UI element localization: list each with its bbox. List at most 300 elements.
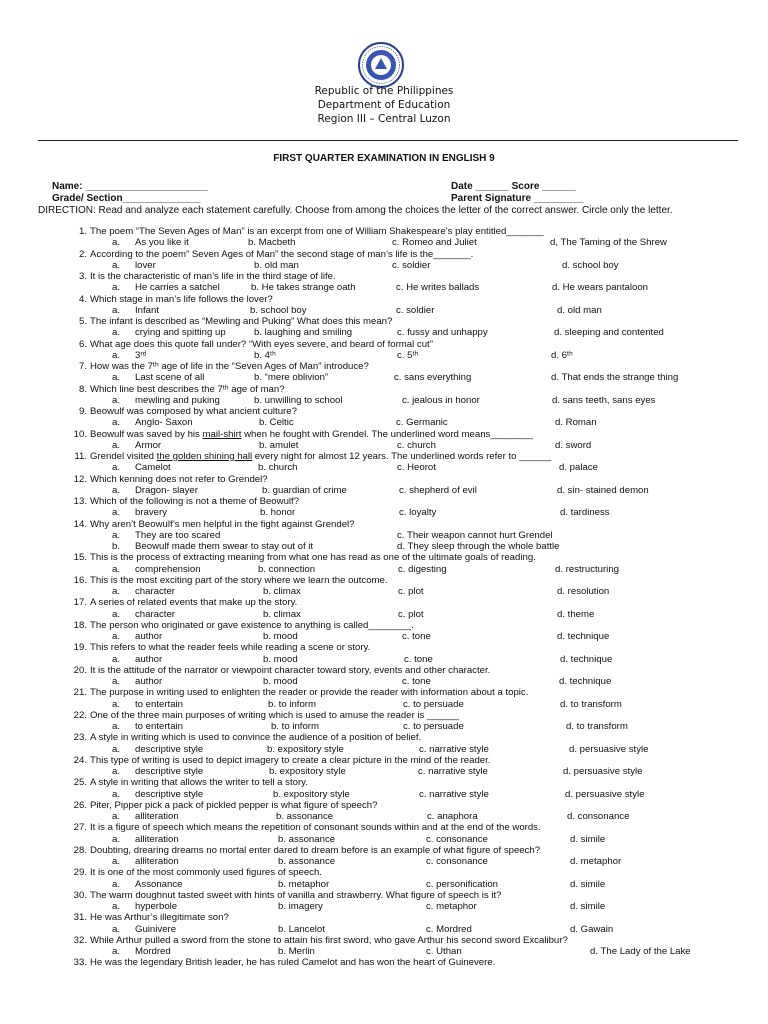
choice-d[interactable]: d. They sleep through the whole battle — [397, 541, 560, 552]
choice-a-letter[interactable]: a. — [112, 833, 121, 845]
question-item — [38, 800, 758, 811]
underlined-term: mail-shirt — [202, 428, 242, 440]
choice-d[interactable]: d. sleeping and contented — [554, 327, 664, 339]
choice-b[interactable]: b. expository style — [269, 766, 346, 777]
question-stem: Which line best describes the 7ᵗʰ age of man? — [90, 383, 285, 395]
choice-a-letter[interactable]: a. — [112, 237, 121, 249]
choice-b[interactable]: b. honor — [260, 507, 296, 519]
choice-a-letter[interactable]: a. — [112, 721, 121, 732]
question-stem: It is a figure of speech which means the repetition of consonant sounds within and at the end of the words. — [90, 822, 541, 834]
question-number: 1. — [78, 226, 87, 237]
question-stem: It is the characteristic of man’s life in the third stage of life. — [90, 271, 336, 282]
question-number: 26. — [73, 799, 87, 811]
question-number: 5. — [78, 316, 87, 327]
question-stem: It is the attitude of the narrator or viewpoint character toward story, events and other character. — [90, 664, 491, 676]
choice-b[interactable]: b. climax — [263, 586, 301, 597]
choice-d[interactable]: d. consonance — [567, 811, 630, 822]
choice-a-letter[interactable]: a. — [112, 563, 121, 575]
choice-c[interactable]: c. shepherd of evil — [399, 484, 477, 496]
choice-d[interactable]: d. persuasive style — [569, 743, 649, 755]
name-field[interactable]: Name: ______________________ — [52, 181, 208, 192]
question-stem: While Arthur pulled a sword from the stone to attain his first sword, who gave Arthur his second sword Excalibur? — [90, 934, 568, 946]
choices-row — [38, 699, 758, 710]
choice-a[interactable]: character — [135, 586, 175, 597]
choice-a-letter[interactable]: a. — [112, 923, 121, 935]
question-number: 33. — [73, 957, 87, 969]
choice-b[interactable]: b. mood — [263, 676, 298, 687]
question-stem: Doubting, drearing dreams no mortal enter dared to dream before is an example of what figure of speech? — [90, 844, 541, 856]
choice-d[interactable]: d. simile — [570, 833, 606, 845]
question-number: 4. — [78, 293, 87, 305]
choice-c[interactable]: c. metaphor — [426, 901, 477, 912]
choice-a[interactable]: Assonance — [135, 878, 183, 890]
question-stem: Which kenning does not refer to Grendel? — [90, 473, 268, 485]
choices-row — [38, 586, 758, 597]
choices-row — [38, 744, 758, 755]
question-stem: Piter, Pipper pick a pack of pickled pepper is what figure of speech? — [90, 799, 378, 811]
choice-a[interactable]: alliteration — [135, 833, 179, 845]
question-item — [38, 890, 758, 901]
question-number: 17. — [73, 597, 87, 609]
question-number: 7. — [78, 361, 87, 372]
choice-b[interactable]: b. Macbeth — [248, 237, 296, 249]
choice-d[interactable]: d. simile — [570, 901, 606, 912]
choice-b[interactable]: b. mood — [263, 631, 298, 642]
choice-d[interactable]: d. to transform — [560, 698, 622, 710]
question-stem: A style in writing that allows the writer to tell a story. — [90, 777, 308, 789]
choices-row — [38, 654, 758, 665]
question-item — [38, 665, 758, 676]
choice-c[interactable]: c. Heorot — [397, 462, 436, 474]
question-stem: According to the poem” Seven Ages of Man” the second stage of man’s life is the_______. — [90, 248, 474, 260]
choices-row — [38, 811, 758, 822]
question-stem: Grendel visited the golden shining hall every night for almost 12 years. The underlined words refer to ______ — [90, 451, 552, 462]
choice-a-letter[interactable]: a. — [112, 946, 121, 957]
choice-c[interactable]: c. soldier — [396, 304, 435, 316]
choices-row — [38, 507, 758, 518]
question-stem: The person who originated or gave existence to anything is called________. — [90, 619, 414, 631]
question-number: 32. — [73, 934, 87, 946]
choice-a[interactable]: hyperbole — [135, 901, 178, 912]
question-list — [38, 226, 758, 969]
choice-a-letter[interactable]: a. — [112, 901, 121, 912]
choice-b[interactable]: b. 4ᵗʰ — [254, 349, 276, 361]
choice-a[interactable]: lover — [135, 259, 156, 271]
choice-c[interactable]: c. fussy and unhappy — [397, 327, 488, 339]
choice-c[interactable]: c. Romeo and Juliet — [392, 237, 477, 249]
underlined-term: the golden shining hall — [156, 451, 253, 462]
question-item — [38, 451, 758, 462]
choice-a[interactable]: Guinivere — [135, 923, 177, 935]
choice-a-letter[interactable]: a. — [112, 586, 121, 597]
question-stem: Beowulf was saved by his mail-shirt when he fought with Grendel. The underlined word means________ — [90, 428, 534, 440]
choice-d[interactable]: d. The Lady of the Lake — [590, 946, 691, 957]
question-item — [38, 271, 758, 282]
choice-a-letter[interactable]: a. — [112, 282, 121, 294]
choice-a[interactable]: He carries a satchel — [135, 282, 220, 294]
question-number: 24. — [73, 754, 87, 766]
choice-c[interactable]: c. Germanic — [396, 417, 448, 429]
choice-d[interactable]: d. metaphor — [570, 856, 622, 867]
choice-a[interactable]: Camelot — [135, 462, 171, 474]
choice-a[interactable]: As you like it — [135, 237, 189, 249]
choice-a[interactable]: 3ʳᵈ — [135, 349, 147, 361]
choice-a-letter[interactable]: a. — [112, 372, 121, 384]
choice-c[interactable]: c. plot — [398, 608, 424, 620]
grade-section-field[interactable]: Grade/ Section______________ — [52, 193, 201, 204]
choice-a-letter[interactable]: a. — [112, 878, 121, 890]
choice-b[interactable]: b. mood — [263, 653, 298, 665]
choice-b[interactable]: b. unwilling to school — [254, 394, 343, 406]
choice-c[interactable]: c. Their weapon cannot hurt Grendel — [397, 529, 553, 541]
parent-signature-field[interactable]: Parent Signature _________ — [451, 193, 584, 204]
question-stem: This refers to what the reader feels while reading a scene or story. — [90, 642, 371, 654]
question-stem: Why aren’t Beowulf’s men helpful in the fight against Grendel? — [90, 518, 355, 530]
header-department: Department of Education — [317, 99, 451, 111]
choice-c[interactable]: c. anaphora — [427, 811, 478, 822]
choice-b[interactable]: b. “mere oblivion” — [254, 372, 329, 384]
choice-a-letter[interactable]: a. — [112, 788, 121, 800]
choice-a[interactable]: descriptive style — [135, 766, 204, 777]
choice-a[interactable]: They are too scared — [135, 529, 221, 541]
choice-b[interactable]: b. assonance — [278, 833, 336, 845]
question-number: 3. — [78, 271, 87, 282]
choice-a[interactable]: mewling and puking — [135, 394, 220, 406]
choice-b[interactable]: b. assonance — [278, 856, 336, 867]
choice-d[interactable]: d. theme — [557, 608, 595, 620]
question-number: 21. — [73, 687, 87, 699]
choice-a[interactable]: Armor — [135, 439, 162, 451]
choice-b[interactable]: b. assonance — [276, 811, 334, 822]
choice-b[interactable]: b. Celtic — [259, 417, 294, 429]
question-item — [38, 957, 758, 968]
choice-c[interactable]: c. soldier — [392, 259, 431, 271]
question-item — [38, 845, 758, 856]
choice-a[interactable]: descriptive style — [135, 788, 204, 800]
choice-a[interactable]: comprehension — [135, 563, 201, 575]
choices-row — [38, 609, 758, 620]
choices-row — [38, 834, 758, 845]
choices-row — [38, 530, 758, 541]
question-number: 6. — [78, 338, 87, 350]
choice-c[interactable]: c. narrative style — [419, 743, 489, 755]
choice-b[interactable]: b. expository style — [267, 743, 344, 755]
choice-d[interactable]: d. tardiness — [560, 507, 610, 519]
choice-d[interactable]: d. sans teeth, sans eyes — [552, 394, 656, 406]
question-number: 8. — [78, 383, 87, 395]
choice-a-letter[interactable]: a. — [112, 394, 121, 406]
choices-row — [38, 766, 758, 777]
choices-row — [38, 924, 758, 935]
choice-d[interactable]: d. 6ᵗʰ — [551, 349, 573, 361]
choice-b[interactable]: b. guardian of crime — [262, 484, 347, 496]
choices-row — [38, 541, 758, 552]
question-number: 2. — [78, 248, 87, 260]
choice-b-letter[interactable]: b. — [112, 541, 121, 552]
question-number: 19. — [73, 642, 87, 654]
date-score-field[interactable]: Date ______ Score ______ — [451, 181, 576, 192]
choices-row — [38, 946, 758, 957]
choice-b[interactable]: b. to inform — [268, 698, 316, 710]
choice-a[interactable]: alliteration — [135, 811, 179, 822]
question-number: 12. — [73, 473, 87, 485]
question-item — [38, 519, 758, 530]
question-stem: This is the process of extracting meaning from what one has read as one of the ultimate goals of reading. — [90, 552, 536, 564]
question-item — [38, 912, 758, 923]
choice-a-letter[interactable]: a. — [112, 327, 121, 339]
question-stem: It is one of the most commonly used figures of speech. — [90, 867, 322, 879]
choice-a-letter[interactable]: a. — [112, 698, 121, 710]
choice-d[interactable]: d. technique — [560, 653, 613, 665]
choice-a-letter[interactable]: a. — [112, 631, 121, 642]
choice-c[interactable]: c. plot — [398, 586, 424, 597]
choice-c[interactable]: c. tone — [402, 631, 431, 642]
question-item — [38, 687, 758, 698]
question-number: 20. — [73, 664, 87, 676]
question-item — [38, 575, 758, 586]
choice-c[interactable]: c. personification — [426, 878, 498, 890]
question-item — [38, 732, 758, 743]
choice-a[interactable]: Dragon- slayer — [135, 484, 198, 496]
question-item — [38, 552, 758, 563]
question-item — [38, 935, 758, 946]
choice-d[interactable]: d. old man — [557, 304, 602, 316]
choices-row — [38, 901, 758, 912]
choice-d[interactable]: d. Roman — [555, 417, 597, 429]
choice-b[interactable]: b. church — [258, 462, 298, 474]
choice-d[interactable]: d. resolution — [557, 586, 610, 597]
choice-a-letter[interactable]: a. — [112, 417, 121, 429]
question-item — [38, 474, 758, 485]
choice-d[interactable]: d. simile — [570, 878, 606, 890]
choice-d[interactable]: d. technique — [557, 631, 610, 642]
choice-a[interactable]: bravery — [135, 507, 167, 519]
header-republic: Republic of the Philippines — [314, 85, 454, 97]
choice-a-letter[interactable]: a. — [112, 608, 121, 620]
choice-c[interactable]: c. narrative style — [419, 788, 489, 800]
question-number: 22. — [73, 709, 87, 721]
directions-text: DIRECTION: Read and analyze each statement carefully. Choose from among the choices the letter of the correct answer. Circle only the letter. — [38, 205, 673, 216]
choice-c[interactable]: c. jealous in honor — [402, 394, 480, 406]
question-stem: How was the 7ᵗʰ age of life in the “Seven Ages of Man” introduce? — [90, 361, 369, 372]
choice-a-letter[interactable]: a. — [112, 439, 121, 451]
choice-c[interactable]: c. Mordred — [426, 923, 472, 935]
choice-c[interactable]: c. digesting — [398, 563, 447, 575]
choices-row — [38, 676, 758, 687]
choices-row — [38, 879, 758, 890]
choice-d[interactable]: d. He wears pantaloon — [552, 282, 648, 294]
choice-a-letter[interactable]: a. — [112, 259, 121, 271]
choice-a[interactable]: Last scene of all — [135, 372, 205, 384]
header-region: Region III – Central Luzon — [317, 113, 451, 125]
question-item — [38, 822, 758, 833]
choices-row — [38, 440, 758, 451]
choice-d[interactable]: d. to transform — [566, 721, 628, 732]
choice-a[interactable]: Infant — [135, 304, 160, 316]
choice-a-letter[interactable]: a. — [112, 349, 121, 361]
question-number: 31. — [73, 912, 87, 924]
choices-row — [38, 564, 758, 575]
question-item — [38, 249, 758, 260]
choice-a-letter[interactable]: a. — [112, 676, 121, 687]
choice-d[interactable]: d. school boy — [562, 259, 619, 271]
question-stem: A series of related events that make up the story. — [90, 597, 298, 609]
choice-a-letter[interactable]: a. — [112, 484, 121, 496]
question-stem: The poem “The Seven Ages of Man” is an excerpt from one of William Shakespeare’s play entitled_______ — [90, 226, 544, 237]
question-number: 23. — [73, 732, 87, 744]
choice-a[interactable]: author — [135, 631, 163, 642]
question-stem: This is the most exciting part of the story where we learn the outcome. — [90, 574, 388, 586]
choice-a[interactable]: author — [135, 676, 163, 687]
choice-b[interactable]: b. expository style — [273, 788, 350, 800]
choice-a-letter[interactable]: a. — [112, 811, 121, 822]
question-stem: Which of the following is not a theme of Beowulf? — [90, 496, 300, 507]
choice-a[interactable]: descriptive style — [135, 743, 204, 755]
choice-a-letter[interactable]: a. — [112, 304, 121, 316]
question-stem: Which stage in man’s life follows the lover? — [90, 293, 273, 305]
choice-d[interactable]: d. persuasive style — [565, 788, 645, 800]
choice-c[interactable]: c. tone — [402, 676, 431, 687]
question-number: 14. — [73, 518, 87, 530]
choice-a[interactable]: alliteration — [135, 856, 179, 867]
exam-title: FIRST QUARTER EXAMINATION IN ENGLISH 9 — [273, 153, 495, 164]
choice-a-letter[interactable]: a. — [112, 529, 121, 541]
choice-c[interactable]: c. narrative style — [418, 766, 488, 777]
choice-b[interactable]: b. laughing and smiling — [254, 327, 353, 339]
choice-b[interactable]: b. Lancelot — [278, 923, 325, 935]
choice-c[interactable]: c. 5ᵗʰ — [397, 349, 419, 361]
question-item — [38, 361, 758, 372]
choices-row — [38, 721, 758, 732]
question-item — [38, 642, 758, 653]
choice-b[interactable]: b. old man — [254, 259, 299, 271]
choice-d[interactable]: d. restructuring — [555, 563, 619, 575]
choice-b[interactable]: b. metaphor — [278, 878, 330, 890]
question-stem: The purpose in writing used to enlighten the reader or provide the reader with information about a topic. — [90, 687, 529, 699]
choice-d[interactable]: d. sword — [555, 439, 592, 451]
choices-row — [38, 856, 758, 867]
choice-a-letter[interactable]: a. — [112, 653, 121, 665]
question-stem: A style in writing which is used to convince the audience of a position of belief. — [90, 732, 422, 744]
choices-row — [38, 237, 758, 248]
question-item — [38, 597, 758, 608]
choice-c[interactable]: c. to persuade — [403, 721, 464, 732]
choice-d[interactable]: d, The Taming of the Shrew — [550, 237, 667, 249]
choice-d[interactable]: d. technique — [559, 676, 612, 687]
choice-a[interactable]: to entertain — [135, 721, 184, 732]
choice-b[interactable]: b. imagery — [278, 901, 323, 912]
question-item — [38, 406, 758, 417]
question-item — [38, 755, 758, 766]
choice-a[interactable]: character — [135, 608, 175, 620]
question-item — [38, 777, 758, 788]
choice-b[interactable]: b. school boy — [250, 304, 307, 316]
choice-b[interactable]: b. Merlin — [278, 946, 315, 957]
choices-row — [38, 462, 758, 473]
choice-c[interactable]: c. Uthan — [426, 946, 462, 957]
question-number: 30. — [73, 889, 87, 901]
question-number: 11. — [74, 451, 87, 462]
choice-a[interactable]: to entertain — [135, 698, 184, 710]
choice-a[interactable]: Mordred — [135, 946, 171, 957]
question-number: 10. — [73, 428, 87, 440]
choice-a-letter[interactable]: a. — [112, 462, 121, 474]
question-stem: The infant is described as “Mewling and Puking” What does this mean? — [90, 316, 393, 327]
header-divider — [38, 140, 738, 141]
question-stem: He was Arthur’s illegitimate son? — [90, 912, 229, 924]
question-number: 9. — [78, 406, 87, 417]
choice-c[interactable]: c. sans everything — [394, 372, 472, 384]
choice-b[interactable]: b. climax — [263, 608, 301, 620]
choice-a[interactable]: crying and spitting up — [135, 327, 226, 339]
question-stem: This type of writing is used to depict imagery to create a clear picture in the mind of the reader. — [90, 754, 491, 766]
question-number: 25. — [73, 777, 87, 789]
choice-c[interactable]: c. consonance — [426, 856, 488, 867]
question-item — [38, 294, 758, 305]
choice-d[interactable]: d. palace — [559, 462, 598, 474]
question-number: 18. — [73, 619, 87, 631]
choice-c[interactable]: c. consonance — [426, 833, 488, 845]
choice-d[interactable]: d. That ends the strange thing — [551, 372, 679, 384]
choice-a[interactable]: Anglo- Saxon — [135, 417, 193, 429]
choice-c[interactable]: c. He writes ballads — [396, 282, 480, 294]
choices-row — [38, 631, 758, 642]
choice-b[interactable]: Beowulf made them swear to stay out of it — [135, 541, 314, 552]
question-item — [38, 867, 758, 878]
question-item — [38, 710, 758, 721]
question-item — [38, 429, 758, 440]
question-stem: One of the three main purposes of writing which is used to amuse the reader is ______ — [90, 709, 460, 721]
choice-d[interactable]: d. sin- stained demon — [557, 484, 649, 496]
question-number: 29. — [73, 867, 87, 879]
choice-c[interactable]: c. tone — [404, 653, 433, 665]
question-number: 27. — [73, 822, 87, 834]
choice-a-letter[interactable]: a. — [112, 507, 121, 519]
choice-b[interactable]: b. to inform — [271, 721, 319, 732]
choice-b[interactable]: b. He takes strange oath — [251, 282, 356, 294]
question-number: 13. — [73, 496, 87, 507]
choice-b[interactable]: b. connection — [258, 563, 316, 575]
question-stem: Beowulf was composed by what ancient culture? — [90, 406, 297, 417]
choices-row — [38, 789, 758, 800]
choice-d[interactable]: d. persuasive style — [563, 766, 643, 777]
question-number: 15. — [73, 552, 87, 564]
question-item — [38, 316, 758, 327]
question-item — [38, 620, 758, 631]
question-item — [38, 339, 758, 350]
choice-b[interactable]: b. amulet — [259, 439, 299, 451]
choice-d[interactable]: d. Gawain — [570, 923, 614, 935]
choice-a[interactable]: author — [135, 653, 163, 665]
choice-c[interactable]: c. to persuade — [403, 698, 464, 710]
choice-c[interactable]: c. loyalty — [399, 507, 437, 519]
choices-row — [38, 282, 758, 293]
question-item — [38, 496, 758, 507]
choices-row — [38, 395, 758, 406]
choices-row — [38, 485, 758, 496]
choices-row — [38, 350, 758, 361]
choice-a-letter[interactable]: a. — [112, 766, 121, 777]
choices-row — [38, 305, 758, 316]
question-stem: He was the legendary British leader, he has ruled Camelot and has won the heart of Guinevere. — [90, 957, 496, 969]
choice-c[interactable]: c. church — [397, 439, 436, 451]
choice-a-letter[interactable]: a. — [112, 856, 121, 867]
deped-seal-logo — [358, 42, 404, 88]
choices-row — [38, 327, 758, 338]
choices-row — [38, 372, 758, 383]
question-number: 28. — [73, 844, 87, 856]
choice-a-letter[interactable]: a. — [112, 743, 121, 755]
